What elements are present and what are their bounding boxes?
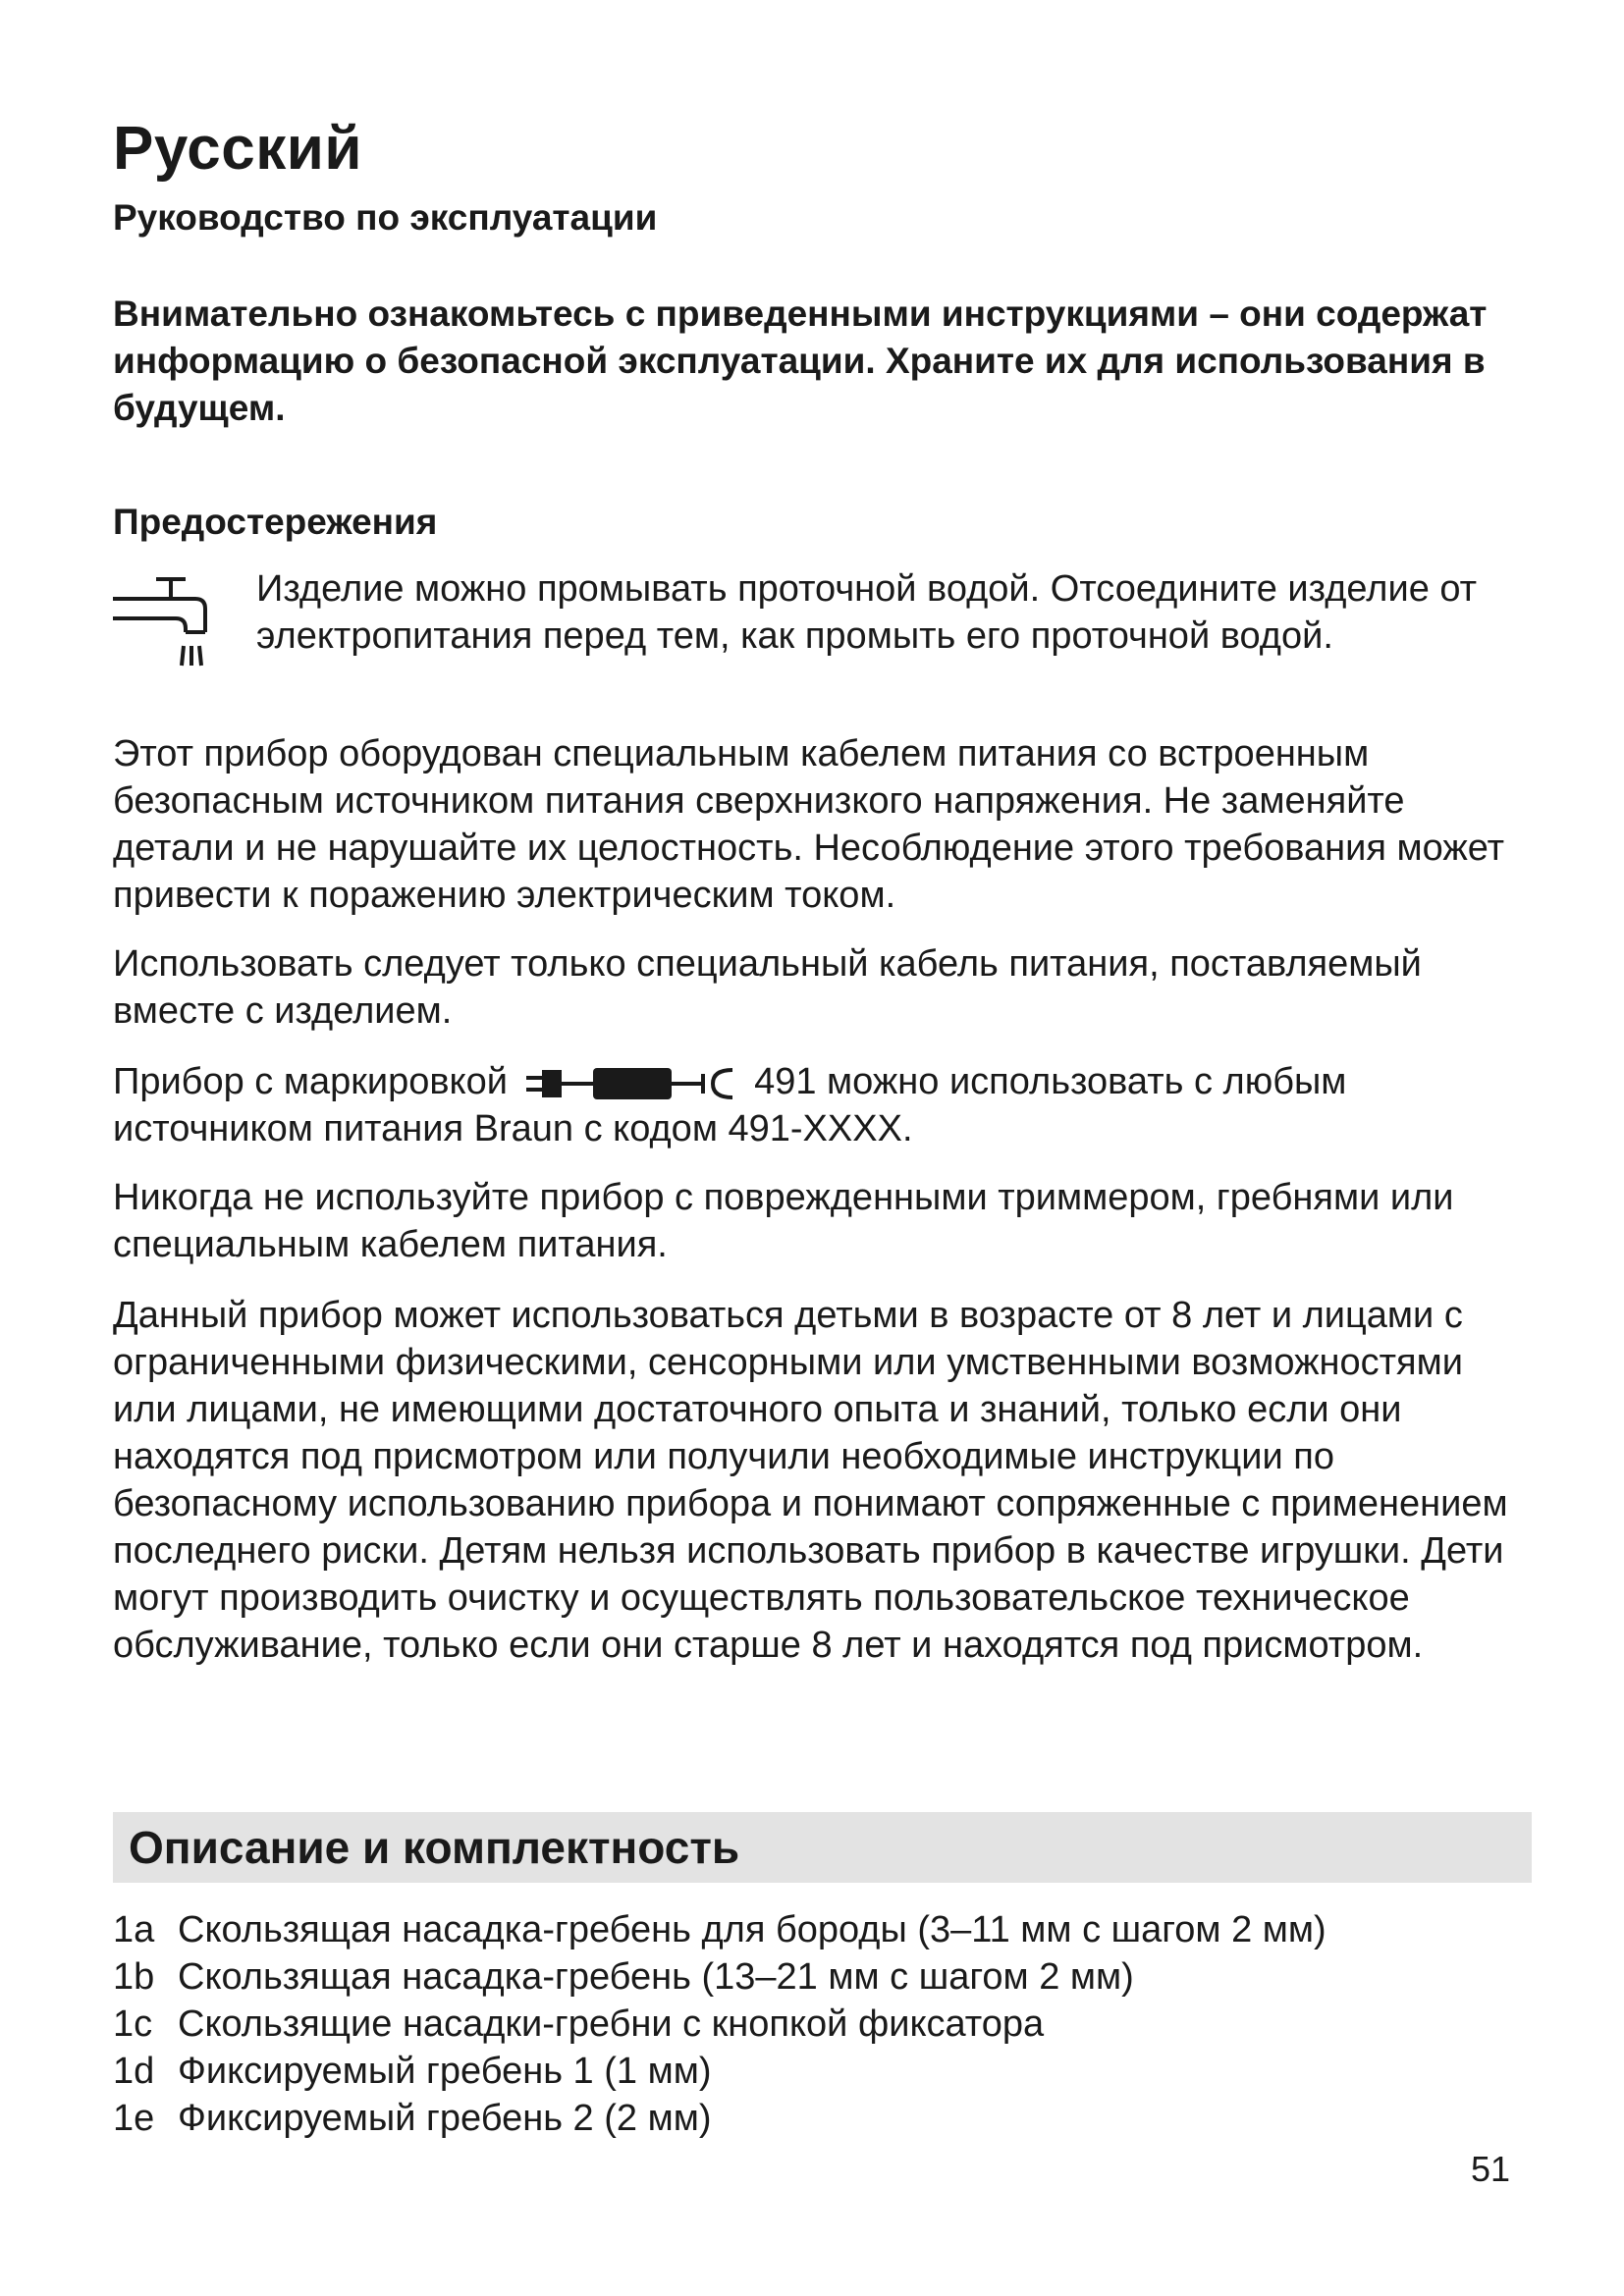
page-number: 51 — [1471, 2149, 1511, 2189]
part-text: Скользящая насадка-гребень (13–21 мм с шагом 2 мм) — [178, 1956, 1134, 1998]
part-text: Фиксируемый гребень 2 (2 мм) — [178, 2098, 712, 2139]
language-heading: Русский — [113, 115, 363, 183]
list-item — [113, 2095, 1532, 2142]
intro-notice: Внимательно ознакомьтесь с приведенными инструкциями – они содержат информацию о безопасной эксплуатации. Храните их для использования в будущем. — [113, 294, 1488, 428]
description-title: Описание и комплектность — [129, 1822, 740, 1873]
marking-text-before: Прибор с маркировкой — [113, 1061, 508, 1102]
part-code: 1d — [113, 2051, 155, 2092]
list-item — [113, 2048, 1532, 2095]
part-code: 1b — [113, 1956, 155, 1998]
paragraph-marking — [113, 1058, 1532, 1152]
list-item — [113, 2001, 1532, 2048]
water-warning-text: Изделие можно промывать проточной водой. Отсоедините изделие от электропитания перед тем, как промыть его проточной водой. — [256, 568, 1478, 657]
part-text: Скользящая насадка-гребень для бороды (3–11 мм с шагом 2 мм) — [178, 1909, 1326, 1950]
paragraph-cable-only: Использовать следует только специальный кабель питания, поставляемый вместе с изделием. — [113, 943, 1422, 1032]
parts-list — [113, 1906, 1532, 2142]
paragraph-cable-safety: Этот прибор оборудован специальным кабелем питания со встроенным безопасным источником питания сверхнизкого напряжения. Не заменяйте детали и не нарушайте их целостность. Несоблюдение этого требования может привести к поражению электрическим током. — [113, 733, 1505, 916]
part-text: Скользящие насадки-гребни с кнопкой фиксатора — [178, 2003, 1045, 2045]
paragraph-damaged-device: Никогда не используйте прибор с поврежденными триммером, гребнями или специальным кабелем питания. — [113, 1177, 1454, 1265]
description-header — [113, 1812, 1532, 1883]
manual-subtitle: Руководство по эксплуатации — [113, 197, 658, 238]
marking-text-after: 491 можно использовать с любым источником питания Braun с кодом 491-XXXX. — [113, 1061, 1347, 1149]
part-text: Фиксируемый гребень 1 (1 мм) — [178, 2051, 712, 2092]
part-code: 1a — [113, 1909, 155, 1950]
paragraph-children-safety: Данный прибор может использоваться детьми в возрасте от 8 лет и лицами с ограниченными физическими, сенсорными или умственными возможностями или лицами, не имеющими достаточного опыта и знаний, только если они находятся под присмотром или получили необходимые инструкции по безопасному использованию прибора и понимают сопряженные с применением последнего риски. Детям нельзя использовать прибор в качестве игрушки. Дети могут производить очистку и осуществлять пользовательское техническое обслуживание, только если они старше 8 лет и находятся под присмотром. — [113, 1295, 1508, 1666]
power-cord-icon — [524, 1064, 738, 1103]
list-item — [113, 1953, 1532, 2001]
tap-water-icon — [113, 575, 231, 683]
part-code: 1c — [113, 2003, 153, 2045]
list-item — [113, 1906, 1532, 1953]
part-code: 1e — [113, 2098, 155, 2139]
warnings-title: Предостережения — [113, 502, 438, 542]
